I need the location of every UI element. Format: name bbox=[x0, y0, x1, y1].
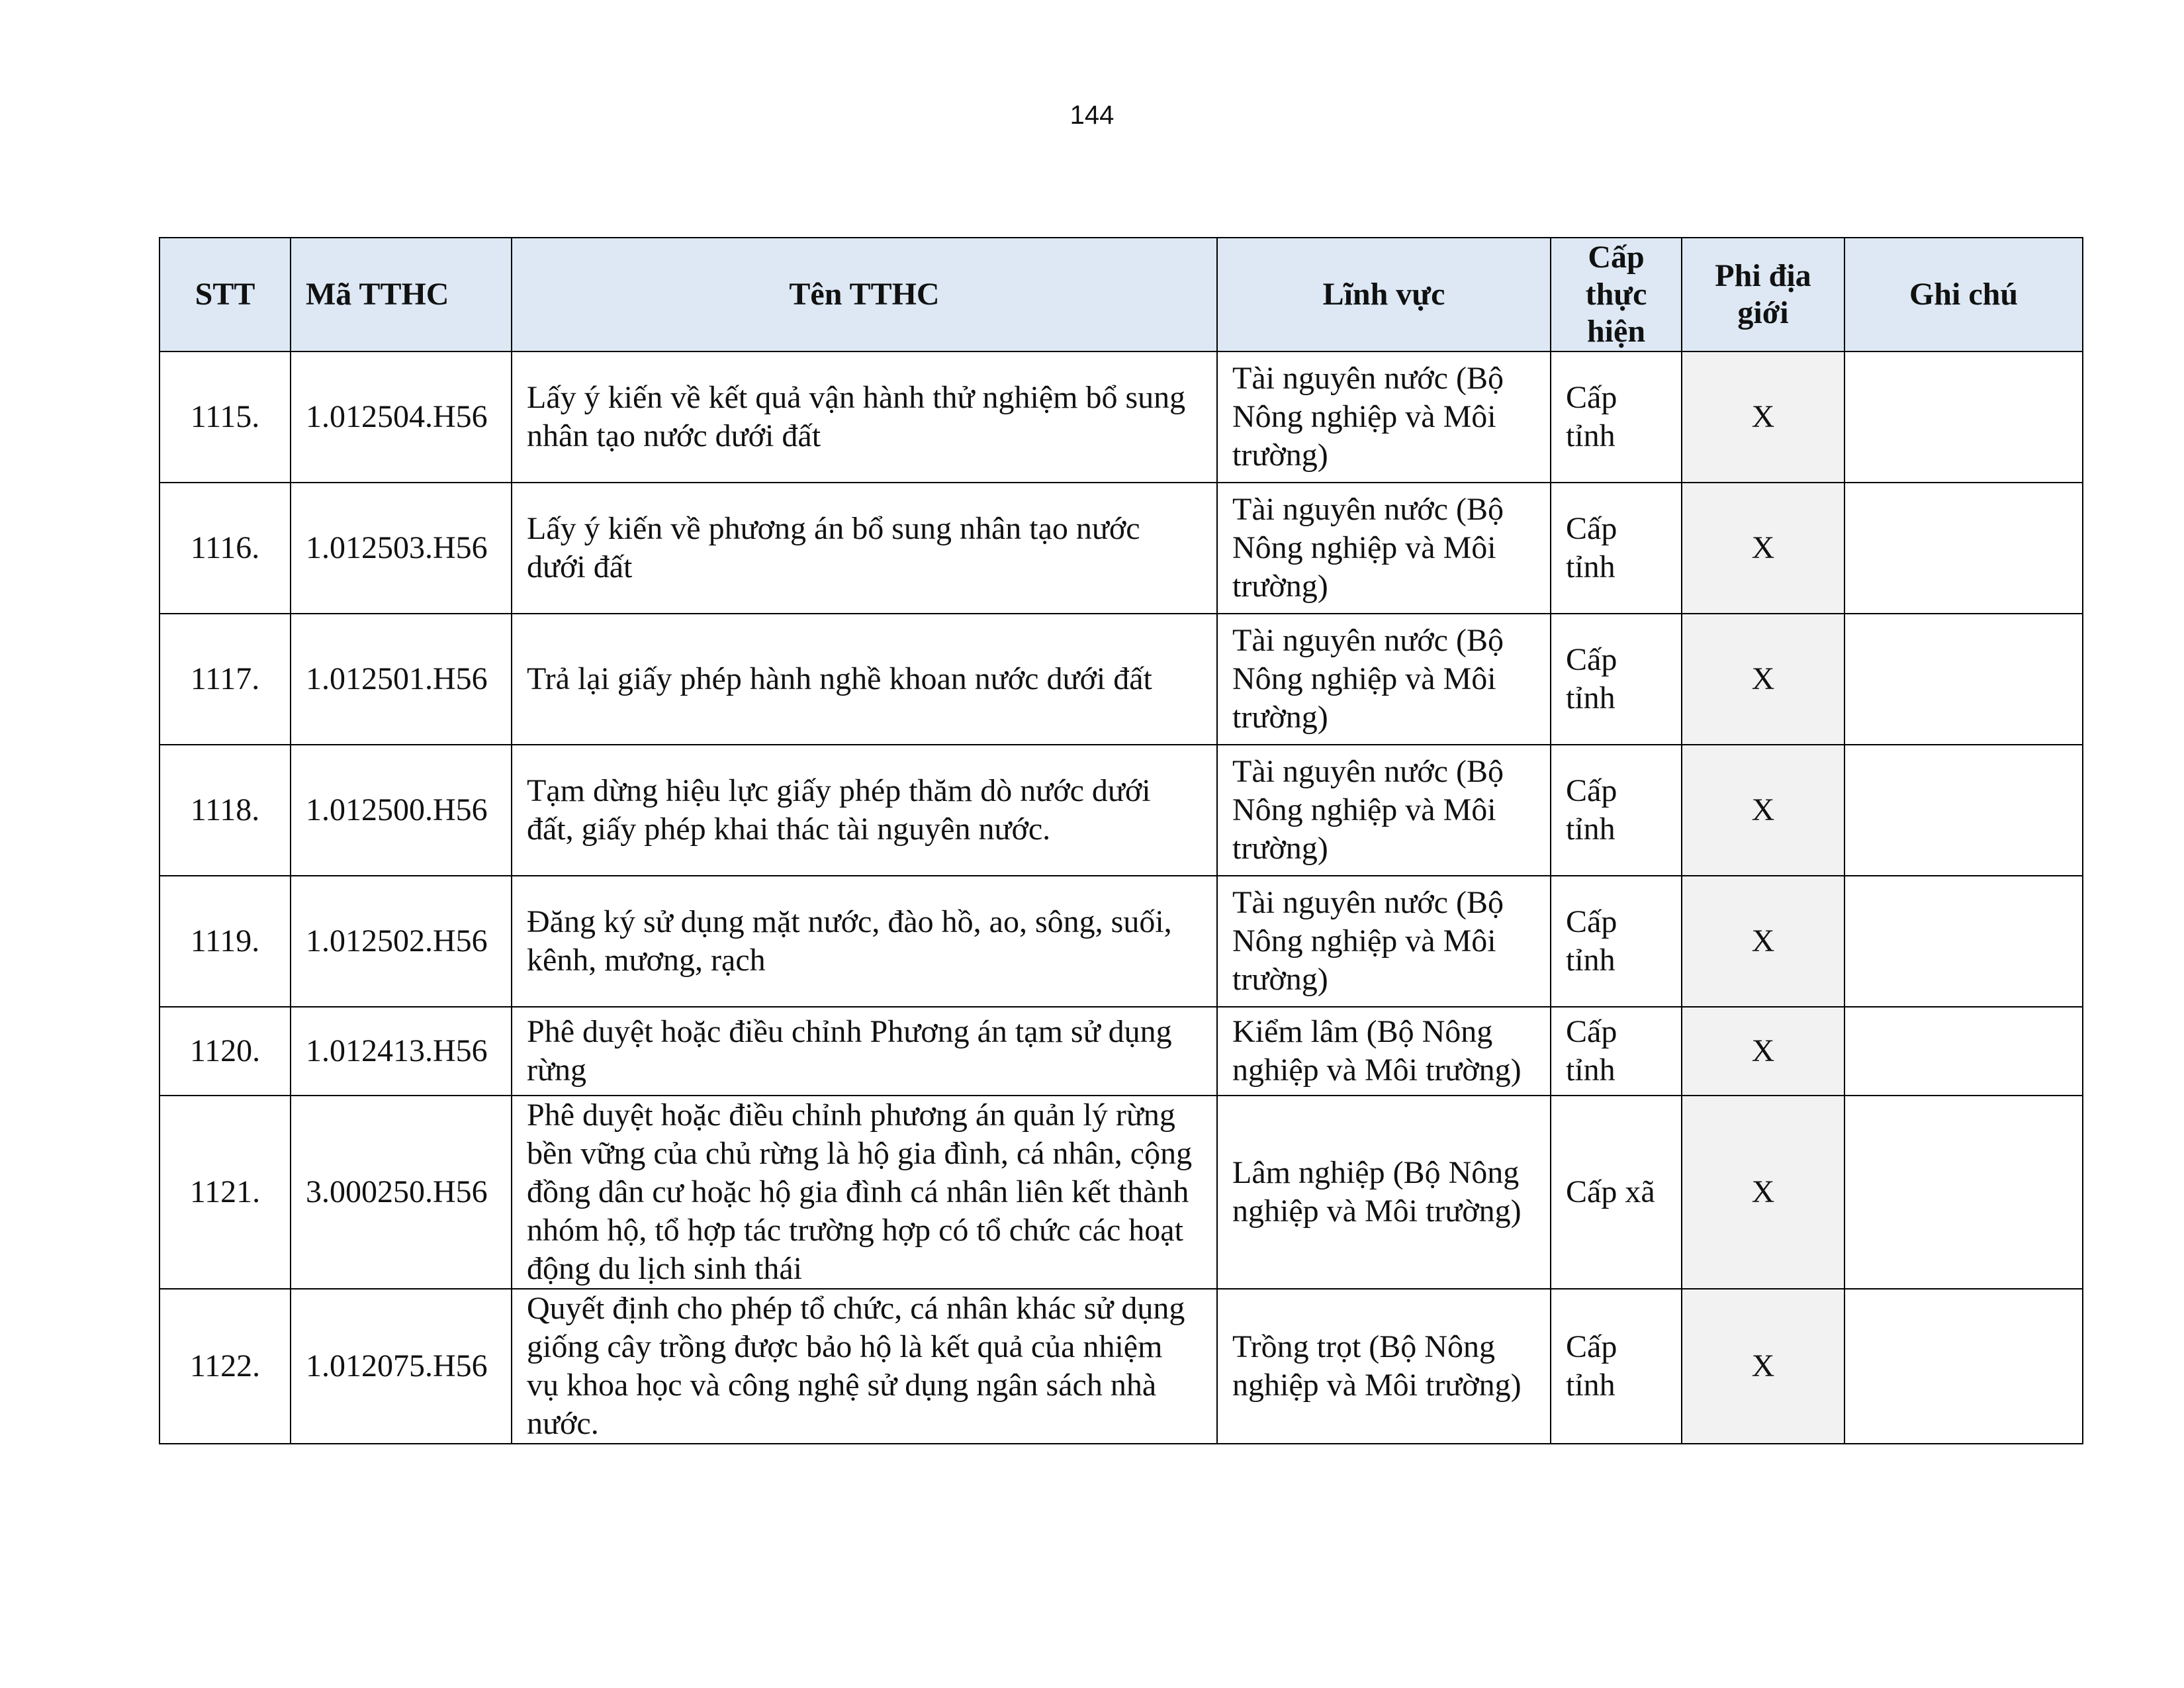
cell-level: Cấp tỉnh bbox=[1551, 614, 1682, 745]
cell-note bbox=[1844, 1007, 2083, 1096]
cell-field: Tài nguyên nước (Bộ Nông nghiệp và Môi trường) bbox=[1217, 614, 1551, 745]
cell-code: 1.012500.H56 bbox=[291, 745, 512, 876]
cell-level: Cấp xã bbox=[1551, 1096, 1682, 1289]
cell-code: 3.000250.H56 bbox=[291, 1096, 512, 1289]
cell-field: Tài nguyên nước (Bộ Nông nghiệp và Môi trường) bbox=[1217, 483, 1551, 614]
cell-name: Đăng ký sử dụng mặt nước, đào hồ, ao, sông, suối, kênh, mương, rạch bbox=[512, 876, 1217, 1007]
cell-name: Phê duyệt hoặc điều chỉnh phương án quản lý rừng bền vững của chủ rừng là hộ gia đình, cá nhân, cộng đồng dân cư hoặc hộ gia đình cá nhân liên kết thành nhóm hộ, tổ hợp tác trường hợp có tổ chức các hoạt động du lịch sinh thái bbox=[512, 1096, 1217, 1289]
table-header-row bbox=[159, 238, 2083, 352]
cell-nonterritorial: X bbox=[1682, 352, 1844, 483]
cell-stt: 1115. bbox=[159, 352, 291, 483]
header-note: Ghi chú bbox=[1844, 238, 2083, 352]
cell-stt: 1119. bbox=[159, 876, 291, 1007]
table-row bbox=[159, 1289, 2083, 1444]
cell-nonterritorial: X bbox=[1682, 614, 1844, 745]
cell-note bbox=[1844, 745, 2083, 876]
cell-note bbox=[1844, 876, 2083, 1007]
cell-name: Lấy ý kiến về kết quả vận hành thử nghiệm bổ sung nhân tạo nước dưới đất bbox=[512, 352, 1217, 483]
cell-stt: 1120. bbox=[159, 1007, 291, 1096]
cell-nonterritorial: X bbox=[1682, 1007, 1844, 1096]
header-stt: STT bbox=[159, 238, 291, 352]
table-row bbox=[159, 1007, 2083, 1096]
cell-field: Lâm nghiệp (Bộ Nông nghiệp và Môi trường) bbox=[1217, 1096, 1551, 1289]
cell-stt: 1122. bbox=[159, 1289, 291, 1444]
table-row bbox=[159, 1096, 2083, 1289]
procedures-table bbox=[159, 237, 2083, 1444]
cell-code: 1.012502.H56 bbox=[291, 876, 512, 1007]
header-field: Lĩnh vực bbox=[1217, 238, 1551, 352]
table-row bbox=[159, 483, 2083, 614]
cell-level: Cấp tỉnh bbox=[1551, 1007, 1682, 1096]
cell-stt: 1118. bbox=[159, 745, 291, 876]
table-row bbox=[159, 876, 2083, 1007]
cell-level: Cấp tỉnh bbox=[1551, 483, 1682, 614]
cell-note bbox=[1844, 614, 2083, 745]
cell-level: Cấp tỉnh bbox=[1551, 876, 1682, 1007]
table-row bbox=[159, 352, 2083, 483]
cell-note bbox=[1844, 1096, 2083, 1289]
table-row bbox=[159, 614, 2083, 745]
header-level: Cấp thực hiện bbox=[1551, 238, 1682, 352]
page-number: 144 bbox=[1069, 101, 1115, 130]
cell-name: Phê duyệt hoặc điều chỉnh Phương án tạm sử dụng rừng bbox=[512, 1007, 1217, 1096]
cell-stt: 1121. bbox=[159, 1096, 291, 1289]
cell-field: Tài nguyên nước (Bộ Nông nghiệp và Môi trường) bbox=[1217, 352, 1551, 483]
cell-field: Trồng trọt (Bộ Nông nghiệp và Môi trường) bbox=[1217, 1289, 1551, 1444]
cell-code: 1.012503.H56 bbox=[291, 483, 512, 614]
cell-name: Lấy ý kiến về phương án bổ sung nhân tạo nước dưới đất bbox=[512, 483, 1217, 614]
cell-code: 1.012075.H56 bbox=[291, 1289, 512, 1444]
cell-nonterritorial: X bbox=[1682, 876, 1844, 1007]
cell-name: Tạm dừng hiệu lực giấy phép thăm dò nước dưới đất, giấy phép khai thác tài nguyên nước. bbox=[512, 745, 1217, 876]
cell-nonterritorial: X bbox=[1682, 1096, 1844, 1289]
cell-code: 1.012504.H56 bbox=[291, 352, 512, 483]
cell-nonterritorial: X bbox=[1682, 745, 1844, 876]
cell-level: Cấp tỉnh bbox=[1551, 352, 1682, 483]
cell-nonterritorial: X bbox=[1682, 1289, 1844, 1444]
cell-field: Tài nguyên nước (Bộ Nông nghiệp và Môi trường) bbox=[1217, 876, 1551, 1007]
cell-level: Cấp tỉnh bbox=[1551, 1289, 1682, 1444]
cell-note bbox=[1844, 1289, 2083, 1444]
cell-nonterritorial: X bbox=[1682, 483, 1844, 614]
cell-code: 1.012501.H56 bbox=[291, 614, 512, 745]
cell-field: Kiểm lâm (Bộ Nông nghiệp và Môi trường) bbox=[1217, 1007, 1551, 1096]
cell-stt: 1117. bbox=[159, 614, 291, 745]
header-name: Tên TTHC bbox=[512, 238, 1217, 352]
cell-name: Trả lại giấy phép hành nghề khoan nước dưới đất bbox=[512, 614, 1217, 745]
cell-field: Tài nguyên nước (Bộ Nông nghiệp và Môi trường) bbox=[1217, 745, 1551, 876]
cell-name: Quyết định cho phép tổ chức, cá nhân khác sử dụng giống cây trồng được bảo hộ là kết quả của nhiệm vụ khoa học và công nghệ sử dụng ngân sách nhà nước. bbox=[512, 1289, 1217, 1444]
cell-note bbox=[1844, 352, 2083, 483]
header-code: Mã TTHC bbox=[291, 238, 512, 352]
cell-level: Cấp tỉnh bbox=[1551, 745, 1682, 876]
cell-stt: 1116. bbox=[159, 483, 291, 614]
cell-note bbox=[1844, 483, 2083, 614]
table-row bbox=[159, 745, 2083, 876]
header-nonterritorial: Phi địa giới bbox=[1682, 238, 1844, 352]
cell-code: 1.012413.H56 bbox=[291, 1007, 512, 1096]
